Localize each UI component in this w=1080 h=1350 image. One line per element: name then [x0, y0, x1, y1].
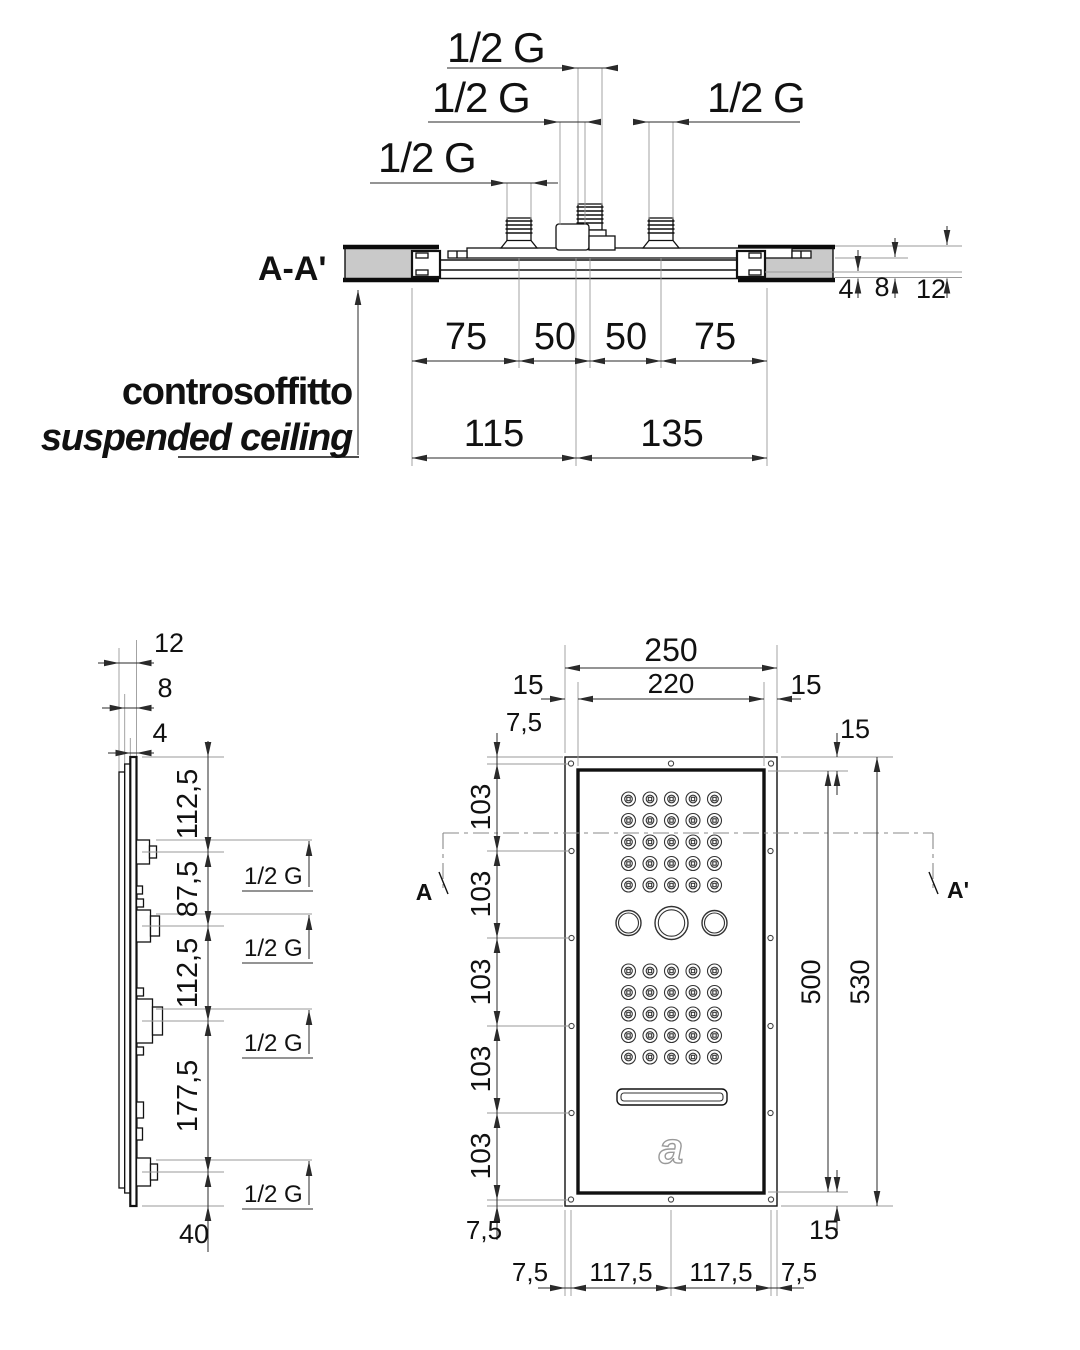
side-dim-8: 8: [157, 673, 173, 703]
side-dim-177-5: 177,5: [172, 1059, 204, 1133]
side-thickness-dims: [98, 628, 184, 772]
dim-103-1: 103: [465, 783, 496, 831]
side-dim-112-5-top: 112,5: [172, 768, 204, 840]
dim-margin-left-15: 15: [512, 669, 544, 700]
dim-thickness-8: 8: [874, 272, 890, 302]
side-plate: [119, 757, 137, 1206]
side-dim-112-5-bottom: 112,5: [172, 937, 204, 1009]
side-dim-87-5: 87,5: [172, 860, 204, 918]
dim-75-right: 75: [693, 316, 737, 358]
side-dim-40: 40: [178, 1219, 210, 1249]
front-left-dim-chain: [465, 733, 568, 1245]
side-connection-1: 1/2 G: [244, 863, 303, 890]
ceiling-note: [41, 290, 359, 459]
dim-103-3: 103: [465, 958, 496, 1006]
central-spray-nozzles: [616, 907, 727, 940]
nozzle-grid-upper: [622, 792, 722, 892]
dim-50-left: 50: [533, 316, 577, 358]
front-right-dims: [768, 714, 893, 1245]
section-marker-a-prime: A': [946, 877, 970, 903]
dim-103-5: 103: [465, 1132, 496, 1180]
side-connection-2: 1/2 G: [244, 935, 303, 962]
dim-frame-offset-bottom-15: 15: [808, 1215, 840, 1245]
dim-thickness-4: 4: [838, 274, 854, 304]
dim-220: 220: [647, 668, 695, 699]
section-view: [41, 24, 962, 466]
dim-hole-offset-bottom: 7,5: [465, 1215, 503, 1245]
connection-callouts: [370, 24, 805, 225]
dim-103-4: 103: [465, 1045, 496, 1093]
dim-75-left: 75: [444, 316, 488, 358]
connection-label-mid-right: 1/2 G: [707, 74, 805, 121]
side-view: [98, 628, 313, 1252]
side-connectors: [137, 840, 163, 1186]
front-bottom-dim-chain: [512, 1210, 817, 1296]
dim-hole-offset-top: 7,5: [505, 707, 543, 737]
dim-thickness-12: 12: [915, 274, 947, 304]
dim-103-2: 103: [465, 870, 496, 918]
waterfall-slot: [617, 1089, 727, 1105]
side-connection-3: 1/2 G: [244, 1030, 303, 1057]
pitch-dim-chain: [412, 316, 767, 361]
dim-530: 530: [845, 959, 875, 1005]
front-top-dims: [506, 632, 822, 766]
dim-bottom-7-5-left: 7,5: [511, 1257, 549, 1287]
threaded-fittings: [501, 204, 679, 250]
connection-label-mid-left: 1/2 G: [432, 74, 530, 121]
edge-dim-chain: [412, 413, 767, 458]
ceiling-note-english: suspended ceiling: [40, 417, 352, 459]
dim-bottom-7-5-right: 7,5: [780, 1257, 818, 1287]
side-connection-4: 1/2 G: [244, 1181, 303, 1208]
dim-135: 135: [640, 413, 704, 455]
brand-logo: a: [658, 1124, 684, 1173]
dim-margin-right-15: 15: [790, 669, 822, 700]
section-marker-a: A: [415, 879, 433, 905]
dim-500: 500: [796, 959, 826, 1005]
section-view-label: A-A': [258, 250, 327, 288]
side-dim-12: 12: [153, 628, 185, 658]
nozzle-grid-lower: [622, 964, 722, 1064]
dim-117-5-right: 117,5: [689, 1257, 753, 1287]
side-connection-callouts: [242, 841, 313, 1209]
side-dim-4: 4: [152, 718, 168, 748]
connection-label-bottom: 1/2 G: [378, 134, 476, 181]
dim-250: 250: [644, 632, 698, 668]
ceiling-note-italian: controsoffitto: [121, 371, 352, 413]
dim-frame-offset-top-15: 15: [839, 714, 871, 744]
dim-115: 115: [463, 413, 525, 455]
side-dim-chain: [142, 741, 312, 1252]
dim-50-right: 50: [604, 316, 648, 358]
dim-117-5-left: 117,5: [589, 1257, 653, 1287]
front-view: [416, 632, 969, 1296]
connection-label-top: 1/2 G: [447, 24, 545, 71]
